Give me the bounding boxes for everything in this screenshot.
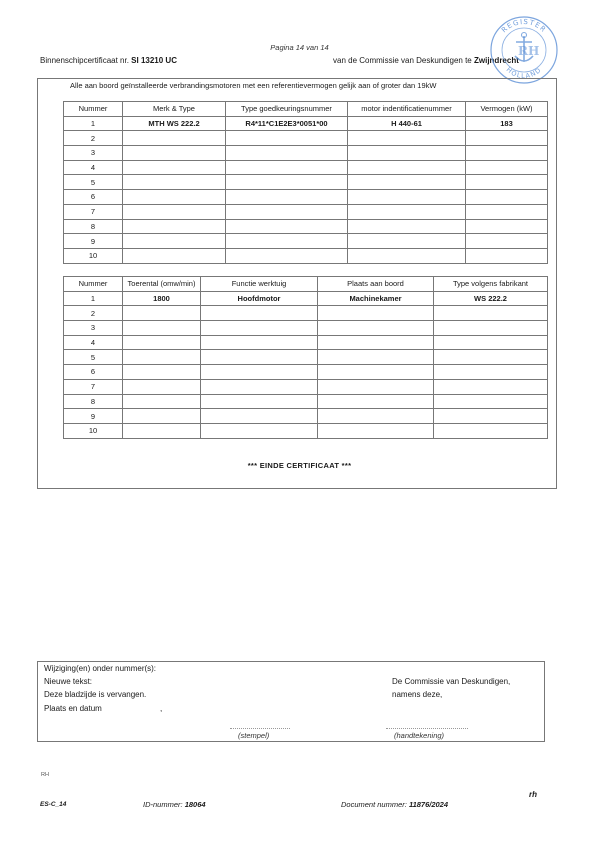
- table-cell: [434, 306, 548, 321]
- location-cell: Machinekamer: [318, 291, 434, 306]
- new-text-label: Nieuwe tekst:: [44, 677, 93, 686]
- engine-id-cell: H 440-61: [348, 116, 466, 131]
- document-number-value: 11876/2024: [408, 800, 449, 809]
- table-cell: [434, 365, 548, 380]
- table-cell: [466, 204, 548, 219]
- certificate-number: [40, 56, 177, 65]
- table-cell: [434, 409, 548, 424]
- table-row: [64, 160, 548, 175]
- end-certificate-text: *** EINDE CERTIFICAAT ***: [247, 461, 352, 470]
- function-cell: Hoofdmotor: [201, 291, 318, 306]
- table-cell: [348, 219, 466, 234]
- on-behalf-label: namens deze,: [392, 690, 443, 699]
- row-number: 7: [64, 204, 123, 219]
- table-cell: [201, 394, 318, 409]
- table-cell: [123, 365, 201, 380]
- column-header: Plaats aan boord: [318, 277, 434, 292]
- table-row: [64, 409, 548, 424]
- table-cell: [123, 409, 201, 424]
- table-cell: [201, 335, 318, 350]
- signature-label: (handtekening): [394, 731, 445, 740]
- engines-table: [63, 101, 548, 264]
- commission-signature-label: De Commissie van Deskundigen,: [392, 677, 511, 686]
- table-cell: [318, 335, 434, 350]
- row-number: 7: [64, 379, 123, 394]
- column-header: Functie werktuig: [201, 277, 318, 292]
- column-header: motor indentificatienummer: [348, 102, 466, 117]
- stamp-line: [230, 728, 290, 729]
- table-row: [64, 116, 548, 131]
- document-number: [341, 800, 448, 809]
- table-row: [64, 131, 548, 146]
- column-header: Merk & Type: [123, 102, 226, 117]
- page-number: Pagina 14 van 14: [270, 43, 329, 52]
- table-cell: [201, 365, 318, 380]
- svg-text:REGISTER: REGISTER: [500, 17, 548, 35]
- table-cell: [318, 423, 434, 438]
- table-cell: [348, 204, 466, 219]
- table-cell: [318, 350, 434, 365]
- row-number: 9: [64, 409, 123, 424]
- table-cell: [466, 248, 548, 263]
- table-row: [64, 379, 548, 394]
- table-cell: [123, 160, 226, 175]
- manufacturer-type-cell: WS 222.2: [434, 291, 548, 306]
- place-date-comma: ,: [160, 704, 163, 713]
- table-cell: [434, 350, 548, 365]
- id-number-label: ID-nummer:: [143, 800, 183, 809]
- page-replaced-label: Deze bladzijde is vervangen.: [44, 690, 147, 699]
- table-row: [64, 335, 548, 350]
- table-cell: [123, 131, 226, 146]
- table-cell: [434, 423, 548, 438]
- row-number: 4: [64, 335, 123, 350]
- table-cell: [318, 409, 434, 424]
- row-number: 10: [64, 423, 123, 438]
- engines-header-row: [64, 102, 548, 117]
- table-cell: [466, 234, 548, 249]
- table-row: [64, 321, 548, 336]
- table-cell: [226, 175, 348, 190]
- table-cell: [348, 131, 466, 146]
- approval-number-cell: R4*11*C1E2E3*0051*00: [226, 116, 348, 131]
- table-cell: [348, 146, 466, 161]
- table-cell: [123, 394, 201, 409]
- table-cell: [318, 379, 434, 394]
- table-row: [64, 350, 548, 365]
- table-cell: [201, 409, 318, 424]
- row-number: 6: [64, 365, 123, 380]
- table-cell: [123, 335, 201, 350]
- power-cell: 183: [466, 116, 548, 131]
- table-cell: [226, 146, 348, 161]
- table-row: [64, 204, 548, 219]
- modification-box: [37, 661, 545, 742]
- table-cell: [226, 190, 348, 205]
- row-number: 5: [64, 175, 123, 190]
- table-cell: [226, 219, 348, 234]
- table-row: [64, 248, 548, 263]
- engine-details-table: [63, 276, 548, 439]
- column-header: Type goedkeuringsnummer: [226, 102, 348, 117]
- table-cell: [318, 365, 434, 380]
- certificate-number-value: SI 13210 UC: [131, 56, 177, 65]
- table-cell: [201, 321, 318, 336]
- table-cell: [318, 394, 434, 409]
- table-cell: [226, 131, 348, 146]
- table-cell: [466, 219, 548, 234]
- form-code: ES-C_14: [40, 801, 67, 808]
- row-number: 4: [64, 160, 123, 175]
- row-number: 9: [64, 234, 123, 249]
- table-cell: [466, 175, 548, 190]
- table-cell: [123, 423, 201, 438]
- document-number-label: Document nummer:: [341, 800, 407, 809]
- row-number: 1: [64, 116, 123, 131]
- table-row: [64, 175, 548, 190]
- stamp-label: (stempel): [238, 731, 270, 740]
- table-cell: [348, 234, 466, 249]
- row-number: 6: [64, 190, 123, 205]
- table-row: [64, 365, 548, 380]
- column-header: Type volgens fabrikant: [434, 277, 548, 292]
- row-number: 8: [64, 394, 123, 409]
- table-cell: [123, 219, 226, 234]
- svg-text:RH: RH: [518, 44, 540, 58]
- row-number: 3: [64, 146, 123, 161]
- engines-intro: Alle aan boord geïnstalleerde verbrandingsmotoren met een referentievermogen gelijk aan of groter dan 19kW: [70, 81, 437, 90]
- table-cell: [123, 175, 226, 190]
- table-cell: [434, 379, 548, 394]
- table-cell: [226, 234, 348, 249]
- table-row: [64, 291, 548, 306]
- id-number-value: 18064: [184, 800, 206, 809]
- row-number: 10: [64, 248, 123, 263]
- table-cell: [201, 350, 318, 365]
- table-cell: [123, 146, 226, 161]
- table-cell: [201, 423, 318, 438]
- row-number: 8: [64, 219, 123, 234]
- table-cell: [466, 190, 548, 205]
- table-cell: [123, 350, 201, 365]
- rh-mark: RH: [41, 772, 49, 778]
- table-cell: [201, 306, 318, 321]
- table-cell: [226, 248, 348, 263]
- certificate-prefix: Binnenschipcertificaat nr.: [40, 56, 129, 65]
- column-header: Nummer: [64, 277, 123, 292]
- table-cell: [226, 204, 348, 219]
- table-cell: [466, 131, 548, 146]
- table-row: [64, 306, 548, 321]
- table-cell: [466, 160, 548, 175]
- handwritten-initials: rh: [529, 790, 537, 799]
- modification-numbers-label: Wijziging(en) onder nummer(s):: [44, 664, 157, 673]
- table-cell: [123, 190, 226, 205]
- commission-prefix: van de Commissie van Deskundigen te: [333, 56, 472, 65]
- id-number: [143, 800, 206, 809]
- table-cell: [348, 248, 466, 263]
- table-cell: [123, 379, 201, 394]
- table-cell: [348, 160, 466, 175]
- brand-type-cell: MTH WS 222.2: [123, 116, 226, 131]
- table-cell: [123, 306, 201, 321]
- table-cell: [434, 321, 548, 336]
- row-number: 2: [64, 131, 123, 146]
- rpm-cell: 1800: [123, 291, 201, 306]
- table-row: [64, 219, 548, 234]
- row-number: 3: [64, 321, 123, 336]
- table-cell: [123, 321, 201, 336]
- table-cell: [123, 234, 226, 249]
- table-row: [64, 394, 548, 409]
- row-number: 5: [64, 350, 123, 365]
- row-number: 1: [64, 291, 123, 306]
- row-number: 2: [64, 306, 123, 321]
- table-cell: [318, 306, 434, 321]
- table-row: [64, 190, 548, 205]
- engine-details-header-row: [64, 277, 548, 292]
- column-header: Toerental (omw/min): [123, 277, 201, 292]
- table-cell: [123, 204, 226, 219]
- register-holland-stamp: [488, 14, 560, 86]
- table-cell: [201, 379, 318, 394]
- table-cell: [434, 335, 548, 350]
- table-row: [64, 423, 548, 438]
- table-cell: [226, 160, 348, 175]
- column-header: Vermogen (kW): [466, 102, 548, 117]
- table-cell: [466, 146, 548, 161]
- svg-text:HOLLAND: HOLLAND: [504, 65, 544, 81]
- table-cell: [123, 248, 226, 263]
- signature-line: [386, 728, 468, 729]
- table-row: [64, 234, 548, 249]
- table-cell: [348, 190, 466, 205]
- table-cell: [348, 175, 466, 190]
- table-row: [64, 146, 548, 161]
- table-cell: [434, 394, 548, 409]
- column-header: Nummer: [64, 102, 123, 117]
- commission-place: Zwijndrecht: [473, 56, 519, 65]
- place-date-label: Plaats en datum: [44, 704, 102, 713]
- table-cell: [318, 321, 434, 336]
